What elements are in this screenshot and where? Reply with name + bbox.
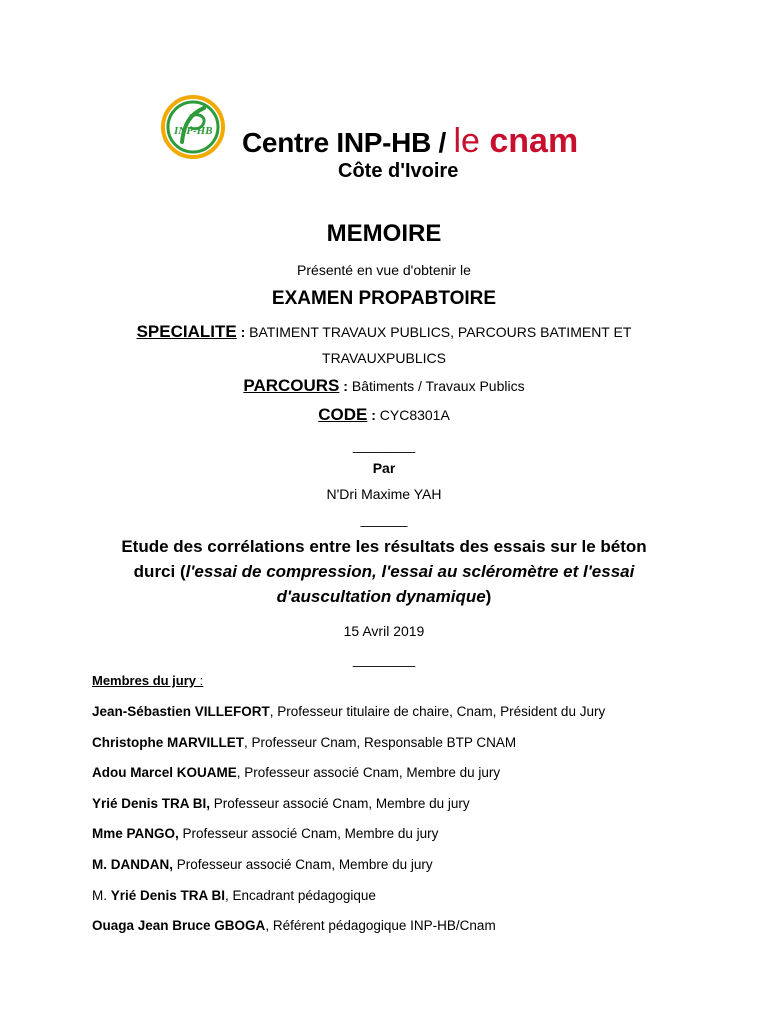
- parcours-label: PARCOURS: [243, 376, 340, 395]
- title-line: durci (l'essai de compression, l'essai au scléromètre et l'essai: [133, 562, 635, 581]
- thesis-title: [80, 534, 688, 609]
- doc-type: MEMOIRE: [326, 220, 442, 247]
- cnam-wordmark: le cnam: [453, 122, 579, 160]
- separator: ______: [360, 511, 408, 527]
- logo-text: INP-HB: [174, 125, 213, 137]
- title-line: d'auscultation dynamique): [276, 587, 492, 606]
- exam-title: EXAMEN PROPABTOIRE: [271, 288, 497, 309]
- jury-list: [92, 703, 605, 948]
- jury-member: M. Yrié Denis TRA BI, Encadrant pédagogique: [92, 887, 376, 903]
- jury-member: Yrié Denis TRA BI, Professeur associé Cnam, Membre du jury: [92, 795, 470, 811]
- brand-title: [242, 122, 578, 161]
- title-line: Etude des corrélations entre les résultats des essais sur le béton: [121, 537, 647, 556]
- jury-member: Jean-Sébastien VILLEFORT, Professeur titulaire de chaire, Cnam, Président du Jury: [92, 704, 606, 719]
- jury-member: M. DANDAN, Professeur associé Cnam, Membre du jury: [92, 856, 433, 872]
- author-name: N'Dri Maxime YAH: [326, 486, 442, 502]
- separator: ________: [352, 651, 416, 667]
- brand-prefix: Centre INP-HB /: [242, 127, 454, 158]
- parcours-line: PARCOURS : Bâtiments / Travaux Publics: [243, 376, 525, 395]
- specialite-value: BATIMENT TRAVAUX PUBLICS, PARCOURS BATIMENT ET: [249, 324, 632, 340]
- par-label: Par: [372, 460, 396, 476]
- specialite-label: SPECIALITE: [136, 322, 237, 341]
- jury-member: Ouaga Jean Bruce GBOGA, Référent pédagogique INP-HB/Cnam: [92, 918, 496, 934]
- jury-member: Mme PANGO, Professeur associé Cnam, Membre du jury: [92, 826, 439, 842]
- inphb-logo-icon: [160, 94, 226, 160]
- separator: ________: [352, 437, 416, 453]
- code-value: CYC8301A: [379, 407, 450, 423]
- country-subtitle: Côte d'Ivoire: [338, 160, 459, 182]
- code-label: CODE: [318, 405, 368, 424]
- jury-heading: Membres du jury :: [92, 673, 204, 688]
- parcours-value: Bâtiments / Travaux Publics: [351, 378, 525, 394]
- code-line: CODE : CYC8301A: [318, 405, 450, 424]
- jury-member: Christophe MARVILLET, Professeur Cnam, Responsable BTP CNAM: [92, 734, 517, 750]
- specialite-continued: TRAVAUXPUBLICS: [322, 350, 446, 366]
- specialite-line: SPECIALITE : BATIMENT TRAVAUX PUBLICS, PARCOURS BATIMENT ET: [136, 322, 632, 341]
- jury-member: Adou Marcel KOUAME, Professeur associé Cnam, Membre du jury: [92, 765, 501, 781]
- header-logos: [150, 88, 620, 182]
- presented-for: Présenté en vue d'obtenir le: [297, 262, 471, 278]
- defense-date: 15 Avril 2019: [343, 623, 425, 639]
